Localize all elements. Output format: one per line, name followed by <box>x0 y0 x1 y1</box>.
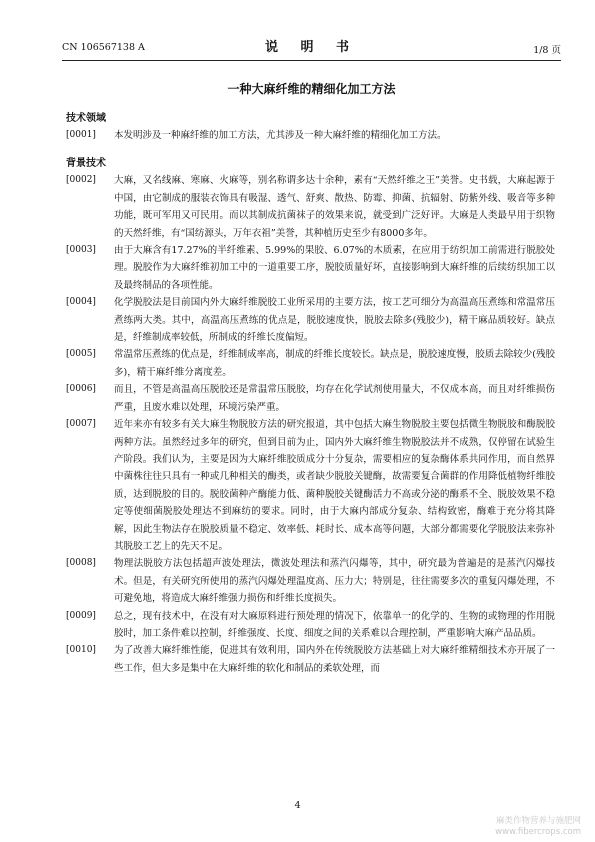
paragraph-number: [0005] <box>66 349 96 360</box>
paragraph <box>66 381 555 416</box>
paragraph <box>66 608 555 643</box>
paragraph <box>66 642 555 677</box>
paragraph <box>66 242 555 294</box>
paragraph-number: [0008] <box>66 558 96 569</box>
paragraph-number: [0002] <box>66 175 96 186</box>
paragraph-text: 大麻，又名线麻、寒麻、火麻等，别名称谓多达十余种，素有“天然纤维之王”美誉。史书载，大麻起源于中国，由它制成的服装衣饰具有吸湿、透气、舒爽、散热、防霉、抑菌、抗辐射、防紫外线、吸音等多种功能，既可军用又可民用。而以其制成抗菌袜子的效果来说，就受到广泛好评。大麻是人类最早用于织物的天然纤维，有“国纺源头，万年衣祖”美誉，其种植历史至少有8000多年。 <box>114 175 555 239</box>
watermark <box>495 816 581 838</box>
document-type-title: 说 明 书 <box>264 40 359 55</box>
section-heading: 技术领域 <box>66 113 106 124</box>
page-number: 4 <box>294 800 301 811</box>
section-heading: 背景技术 <box>66 158 106 170</box>
paragraph-number: [0003] <box>66 245 96 256</box>
paragraph <box>66 555 555 607</box>
paragraph <box>66 346 555 381</box>
paragraph <box>66 294 555 346</box>
paragraph-text: 为了改善大麻纤维性能，促进其有效利用，国内外在传统脱胶方法基础上对大麻纤维精细技术亦开展了一些工作，但大多是集中在大麻纤维的软化和制品的柔软处理，而 <box>114 645 555 674</box>
paragraph-text: 本发明涉及一种麻纤维的加工方法，尤其涉及一种大麻纤维的精细化加工方法。 <box>114 130 447 141</box>
paragraph-number: [0009] <box>66 610 96 621</box>
page-header <box>62 36 561 56</box>
paragraph <box>66 172 555 242</box>
paragraph-text: 而且，不管是高温高压脱胶还是常温常压脱胶，均存在化学试剂使用量大，不仅成本高，而且对纤维损伤严重，且废水难以处理，环境污染严重。 <box>114 384 555 413</box>
paragraph-number: [0004] <box>66 297 96 308</box>
paragraph-number: [0007] <box>66 419 96 430</box>
document-body <box>66 110 555 677</box>
document-number: CN 106567138 A <box>62 42 145 53</box>
paragraph-text: 物理法脱胶方法包括超声波处理法，微波处理法和蒸汽闪爆等，其中，研究最为普遍是的是蒸汽闪爆技术。但是，有关研究所使用的蒸汽闪爆处理温度高、压力大；特别是，往往需要多次的重复闪爆处理，不可避免地，将造成大麻纤维强力损伤和纤维长度损失。 <box>114 558 555 605</box>
paragraph-number: [0001] <box>66 130 96 140</box>
paragraph-text: 总之，现有技术中，在没有对大麻原料进行预处理的情况下，依靠单一的化学的、生物的或物理的作用脱胶时，加工条件难以控制，纤维强度、长度、细度之间的关系难以合理控制，严重影响大麻产品品质。 <box>114 610 555 639</box>
watermark-url: www.fibercrops.com <box>495 827 581 837</box>
document-title: 一种大麻纤维的精细化加工方法 <box>227 82 396 96</box>
watermark-site-name: 麻类作物营养与施肥网 <box>495 816 581 826</box>
paragraph-text: 近年来亦有较多有关大麻生物脱胶方法的研究报道，其中包括大麻生物脱胶主要包括微生物脱胶和酶脱胶两种方法。虽然经过多年的研究，但到目前为止，国内外大麻纤维生物脱胶法并不成熟，仅停留在试验生产阶段。我们认为，主要是因为大麻纤维胶质成分十分复杂，需要相应的复杂酶体系共同作用，而自然界中菌株往往只具有一种或几种相关的酶类，或者缺少脱胶关键酶，故需要复合菌群的作用降低植物纤维胶质，达到脱胶的目的。脱胶菌种产酶能力低、菌种脱胶关键酶活力不高或分泌的酶系不全、脱胶效果不稳定等使细菌脱胶处理达不到麻纺的要求。同时，由于大麻内部成分复杂、结构致密，酶难于充分将其降解，因此生物法存在脱胶质量不稳定、效率低、耗时长、成本高等问题，大部分都需要化学脱胶法来弥补其脱胶工艺上的先天不足。 <box>114 419 555 552</box>
paragraph-text: 常温常压煮练的优点是，纤维制成率高，制成的纤维长度较长。缺点是，脱胶速度慢，胶质去除较少(残胶多)，精干麻纤维分离度差。 <box>114 349 555 378</box>
paragraph <box>66 127 555 144</box>
paragraph-number: [0006] <box>66 384 96 395</box>
header-rule <box>62 60 561 61</box>
paragraph <box>66 416 555 555</box>
page-count: 1/8 页 <box>533 45 561 56</box>
paragraph-number: [0010] <box>66 645 96 656</box>
paragraph-text: 由于大麻含有17.27%的半纤维素、5.99%的果胶、6.07%的木质素，在应用于纺织加工前需进行脱胶处理。脱胶作为大麻纤维初加工中的一道重要工序，脱胶质量好坏，直接影响到大麻纤维的后续纺织加工以及最终制品的各项性能。 <box>114 245 555 291</box>
paragraph-text: 化学脱胶法是目前国内外大麻纤维脱胶工业所采用的主要方法，按工艺可细分为高温高压煮练和常温常压煮练两大类。其中，高温高压煮练的优点是，脱胶速度快，脱胶去除多(残胶少)，精干麻品质较好。缺点是，纤维制成率较低，所制成的纤维长度偏短。 <box>114 297 555 344</box>
